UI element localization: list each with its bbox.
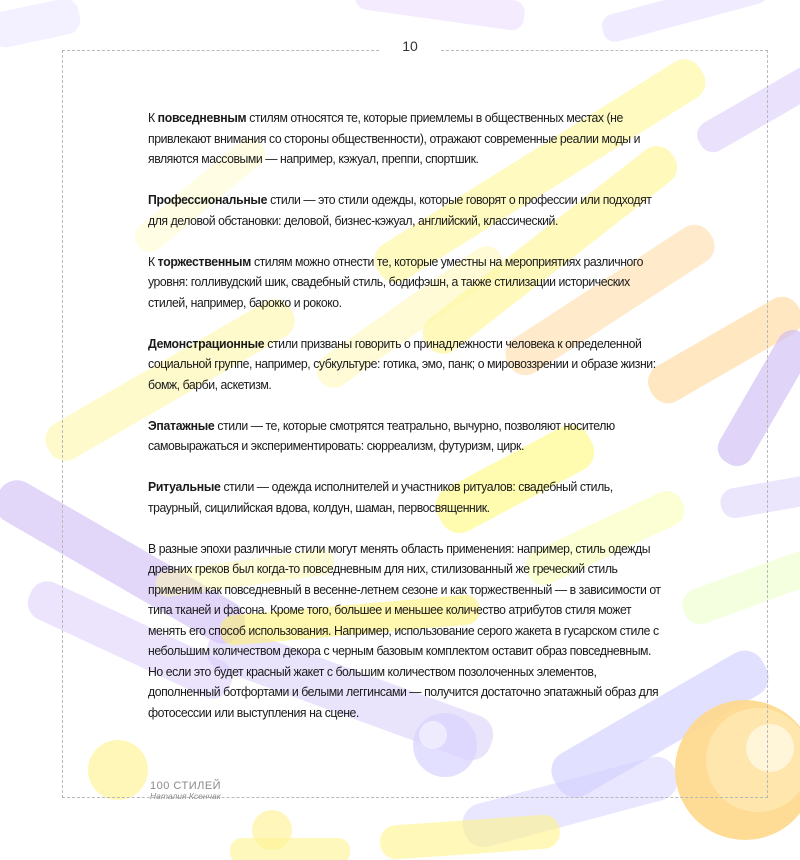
paragraph-text: стилям относятся те, которые приемлемы в общественных местах (не привлекают внимания со стороны общественности), отражают современные реалии моды и являются массовыми — например, кэжуал, преппи, спортшик.	[148, 111, 641, 166]
paragraph-text: стилям можно отнести те, которые уместны на мероприятиях различного уровня: голливудский шик, свадебный стиль, бодифэшн, а также стилизации исторических стилей, например, барокко и рококо.	[148, 254, 644, 310]
footer	[150, 780, 221, 801]
paragraph-text: стили — те, которые смотрятся театрально, вычурно, позволяют носителю самовыражаться и экспериментировать: сюрреализм, футуризм, цирк.	[148, 418, 615, 453]
book-title: 100 СТИЛЕЙ	[150, 780, 222, 792]
paragraph-text: стили призваны говорить о принадлежности человека к определенной социальной группе, например, субкультуре: готика, эмо, панк; о мировоззрении и образе жизни: бомж, барби, аскетизм.	[148, 336, 656, 392]
paragraph-outrageous-styles	[148, 416, 662, 457]
paragraph-text: стили — это стили одежды, которые говорят о профессии или подходят для деловой обстановки: деловой, бизнес-кэжуал, английский, классический.	[148, 193, 652, 228]
term-ritual: Ритуальные	[148, 480, 221, 494]
paragraph-formal-styles	[148, 252, 662, 314]
paragraph-ritual-styles	[148, 477, 662, 518]
term-formal: торжественным	[157, 254, 251, 269]
term-professional: Профессиональные	[148, 193, 268, 207]
page-number: 10	[380, 38, 440, 54]
paragraph-style-usage	[148, 539, 662, 724]
paragraph-lead: К	[148, 111, 158, 125]
book-author: Наталия Ксенчак	[150, 791, 221, 801]
paragraph-everyday-styles	[148, 108, 662, 170]
term-outrageous: Эпатажные	[148, 418, 215, 433]
term-everyday: повседневным	[157, 111, 247, 125]
paragraph-text: стили — одежда исполнителей и участников ритуалов: свадебный стиль, траурный, сицилийская вдова, колдун, шаман, первосвященник.	[148, 480, 613, 515]
paragraph-lead: К	[148, 254, 158, 269]
paragraph-text: В разные эпохи различные стили могут менять область применения: например, стиль одежды древних греков был когда-то повседневным для них, стилизованный же греческий стиль применим как повседневный в весенне-летнем сезоне и как торжественный — в зависимости от типа тканей и фасона. Кроме того, большее и меньшее количество атрибутов стиля может менять его способ использования. Например, использование серого жакета в гусарском стиле с небольшим количеством декора с черным базовым комплектом оставит образ повседневным. Но если это будет красный жакет с большим количеством позолоченных элементов, дополненный ботфортами и белыми леггинсами — получится достаточно эпатажный образ для фотосессии или выступления на сцене.	[148, 541, 661, 720]
term-demonstrative: Демонстрационные	[148, 336, 265, 351]
paragraph-professional-styles	[148, 190, 662, 231]
paragraph-demonstrative-styles	[148, 334, 662, 396]
page-content	[148, 108, 662, 744]
